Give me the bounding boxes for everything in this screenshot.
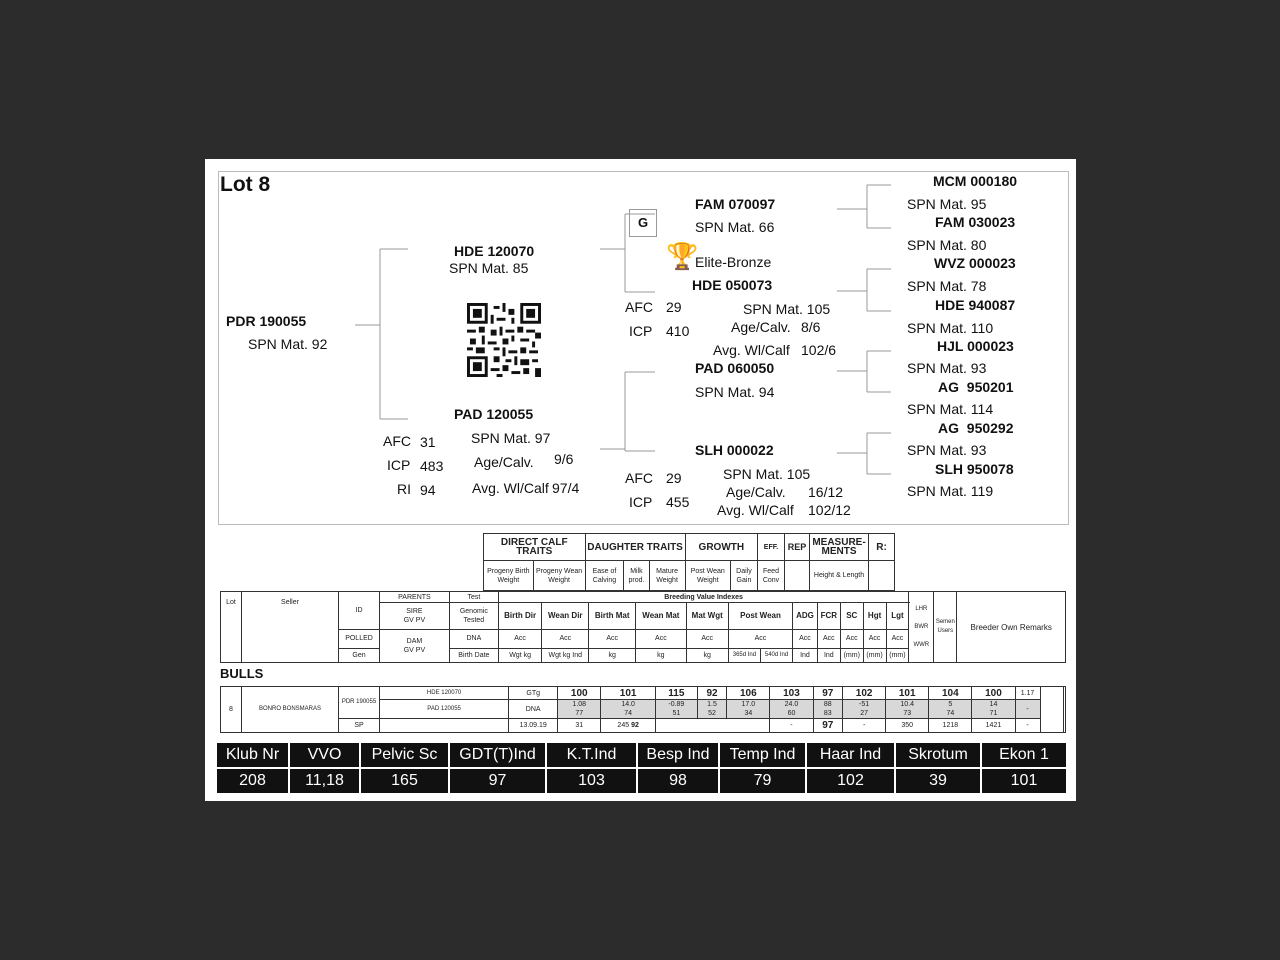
ancestor-id: AG 950292: [938, 420, 1014, 436]
unit-cell: 540d Ind: [760, 648, 792, 662]
row-dam: PAD 120055: [380, 700, 509, 719]
acc-cell: Acc: [542, 629, 589, 648]
unit-cell: Ind: [793, 648, 818, 662]
sub-mature-weight: Mature Weight: [649, 561, 685, 591]
trait-column-header: [220, 591, 1066, 663]
row-l3: -: [770, 719, 813, 733]
row-sire: HDE 120070: [380, 687, 509, 700]
hdr-semen-users: Semen Users: [934, 592, 957, 663]
acc-cell: Acc: [817, 629, 840, 648]
sub-milk: Milk prod.: [624, 561, 649, 591]
ancestor-spn: SPN Mat. 93: [907, 442, 987, 458]
dd-avgwl-value: 102/12: [808, 502, 851, 518]
footer-value: 97: [450, 769, 547, 793]
sd-afc-label: AFC: [625, 299, 653, 315]
hdr-birth-date: Birth Date: [449, 648, 498, 662]
row-id: PDR 190055: [339, 687, 380, 719]
row-l2: [843, 700, 886, 719]
row-remarks: [1063, 687, 1066, 733]
unit-cell: Wgt kg: [498, 648, 542, 662]
hdr-dam-label: DAM: [406, 637, 423, 645]
group-measurements: MEASURE-MENTS: [810, 534, 869, 561]
hdr-sire-gv: GV: [403, 616, 414, 624]
row-l1: 92: [697, 687, 727, 700]
row-seller: BONRO BONSMARAS: [242, 687, 339, 733]
sd-icp-value: 410: [666, 323, 690, 339]
row-l3: 31: [558, 719, 601, 733]
sd-award: Elite-Bronze: [695, 254, 772, 270]
table-row: [220, 686, 1066, 733]
hdr-wean-dir: Wean Dir: [542, 603, 589, 629]
row-l1: 100: [972, 687, 1015, 700]
dam-id: PAD 120055: [454, 406, 534, 422]
ancestor-spn: SPN Mat. 114: [907, 401, 994, 417]
row-l2-acc: 27: [860, 710, 869, 717]
dd-avgwl-label: Avg. Wl/Calf: [717, 502, 794, 518]
acc-cell: Acc: [686, 629, 728, 648]
acc-cell: Acc: [498, 629, 542, 648]
dam-agecalv-value: 9/6: [554, 451, 574, 467]
unit-cell: [542, 648, 589, 662]
dam-icp-value: 483: [420, 458, 444, 474]
unit-cell: kg: [686, 648, 728, 662]
row-l2: [601, 700, 656, 719]
row-l3: -: [1015, 719, 1040, 733]
sd-spn: SPN Mat. 105: [743, 301, 831, 317]
sd-agecalv-label: Age/Calv.: [731, 319, 791, 335]
animal-spn: SPN Mat. 92: [248, 336, 328, 352]
dam-ri-value: 94: [420, 482, 436, 498]
row-l2: [697, 700, 727, 719]
sd-avgwl-label: Avg. Wl/Calf: [713, 342, 790, 358]
row-l3: [601, 719, 656, 733]
ancestor-spn: SPN Mat. 95: [907, 196, 987, 212]
row-l3: 1421: [972, 719, 1015, 733]
footer-header: K.T.Ind: [547, 743, 638, 767]
sub-feed-conv: Feed Conv: [758, 561, 785, 591]
ancestor-spn: SPN Mat. 93: [907, 360, 987, 376]
ancestor-id: MCM 000180: [933, 173, 1018, 189]
row-l2-acc: 74: [624, 710, 633, 717]
unit-cell: (mm): [886, 648, 909, 662]
row-lot: 8: [221, 687, 242, 733]
sub-r-empty: [869, 561, 895, 591]
row-l3: 1218: [929, 719, 972, 733]
footer-value: 79: [720, 769, 807, 793]
hdr-polled: POLLED: [339, 629, 380, 648]
footer-header: Klub Nr: [217, 743, 290, 767]
footer-header: Haar Ind: [807, 743, 896, 767]
hdr-birth-mat: Birth Mat: [589, 603, 636, 629]
footer-header: Ekon 1: [982, 743, 1066, 767]
ancestor-spn: SPN Mat. 110: [907, 320, 994, 336]
sd-id: HDE 050073: [692, 277, 773, 293]
row-l2-value: -51: [859, 701, 870, 708]
dd-agecalv-value: 16/12: [808, 484, 844, 500]
row-l2-acc: 60: [787, 710, 796, 717]
dam-afc-label: AFC: [383, 433, 411, 449]
row-l2-value: 14: [989, 701, 998, 708]
hdr-test: Test: [449, 592, 498, 603]
hdr-mat-wgt: Mat Wgt: [686, 603, 728, 629]
ss-id: FAM 070097: [695, 196, 776, 212]
sub-progeny-wean: Progeny Wean Weight: [533, 561, 585, 591]
ancestor-spn: SPN Mat. 119: [907, 483, 994, 499]
hdr-wwr: WWR: [913, 641, 930, 648]
ds-spn: SPN Mat. 94: [695, 384, 775, 400]
trait-group-header: [483, 533, 895, 591]
row-l2-acc: 77: [575, 710, 584, 717]
dd-afc-label: AFC: [625, 470, 653, 486]
hdr-bvi: Breeding Value Indexes: [498, 592, 908, 603]
hdr-remarks: Breeder Own Remarks: [957, 592, 1066, 663]
group-rep: REP: [785, 534, 810, 561]
unit-cell: (mm): [840, 648, 863, 662]
row-l2-value: 5: [948, 701, 953, 708]
sub-height-length: Height & Length: [810, 561, 869, 591]
row-dna: DNA: [509, 700, 558, 719]
row-l2: -: [1015, 700, 1040, 719]
hdr-dam-pv: PV: [415, 646, 426, 654]
group-r: R:: [869, 534, 895, 561]
row-l1: 101: [601, 687, 656, 700]
qr-code-icon: [467, 303, 541, 377]
ancestor-id: AG 950201: [938, 379, 1014, 395]
sire-id: HDE 120070: [454, 243, 535, 259]
dam-ri-label: RI: [397, 481, 411, 497]
hdr-bwr: BWR: [914, 623, 929, 630]
ancestor-id: HDE 940087: [935, 297, 1016, 313]
row-l2-value: 88: [823, 701, 832, 708]
row-l1: 100: [558, 687, 601, 700]
row-l2-value: -0.89: [668, 701, 685, 708]
row-l2-acc: 74: [946, 710, 955, 717]
ancestor-id: SLH 950078: [935, 461, 1014, 477]
footer-value: 101: [982, 769, 1066, 793]
dd-afc-value: 29: [666, 470, 682, 486]
acc-cell: Acc: [728, 629, 792, 648]
row-l1: 104: [929, 687, 972, 700]
row-l1: 101: [886, 687, 929, 700]
hdr-lot: Lot: [221, 592, 242, 663]
dam-avgwl-value: 97/4: [552, 480, 580, 496]
dam-avgwl-label: Avg. Wl/Calf: [472, 480, 549, 496]
acc-cell: Acc: [840, 629, 863, 648]
footer-header: GDT(T)Ind: [450, 743, 547, 767]
row-l2: [886, 700, 929, 719]
sub-rep-empty: [785, 561, 810, 591]
footer-value: 165: [361, 769, 450, 793]
sire-spn: SPN Mat. 85: [449, 260, 529, 276]
row-gen: SP: [339, 719, 380, 733]
footer-value: 208: [217, 769, 290, 793]
ancestor-id: HJL 000023: [937, 338, 1014, 354]
hdr-adg: ADG: [793, 603, 818, 629]
animal-id: PDR 190055: [226, 313, 307, 329]
hdr-lhr: LHR: [915, 605, 928, 612]
hdr-dam: [380, 629, 450, 662]
dd-icp-label: ICP: [629, 494, 653, 510]
hdr-sire-pv: PV: [415, 616, 426, 624]
sd-avgwl-value: 102/6: [801, 342, 837, 358]
footer-value: 39: [896, 769, 982, 793]
row-l1: 103: [770, 687, 813, 700]
lot-title: Lot 8: [220, 173, 271, 196]
row-dam-gv: [380, 719, 509, 733]
acc-cell: Acc: [636, 629, 686, 648]
row-l2-acc: 34: [744, 710, 753, 717]
pedigree-card: [205, 159, 1076, 801]
row-l1: 115: [655, 687, 697, 700]
hdr-seller: Seller: [242, 592, 339, 663]
row-l3: -: [843, 719, 886, 733]
footer-header: Skrotum: [896, 743, 982, 767]
row-l2-value: 14.0: [621, 701, 635, 708]
sd-afc-value: 29: [666, 299, 682, 315]
row-l2-acc: 83: [823, 710, 832, 717]
row-l2-value: 1.08: [572, 701, 587, 708]
summary-footer: [217, 743, 1066, 793]
sub-post-wean: Post Wean Weight: [685, 561, 730, 591]
group-eff: EFF.: [758, 534, 785, 561]
row-l2: [929, 700, 972, 719]
sub-daily-gain: Daily Gain: [730, 561, 757, 591]
row-l3-value: 245: [617, 722, 630, 729]
group-direct-calf: DIRECT CALF TRAITS: [484, 534, 586, 561]
unit-cell: (mm): [863, 648, 886, 662]
row-l2-acc: 52: [708, 710, 716, 717]
group-daughter: DAUGHTER TRAITS: [585, 534, 685, 561]
unit-cell: Ind: [817, 648, 840, 662]
sd-icp-label: ICP: [629, 323, 653, 339]
sub-progeny-birth: Progeny Birth Weight: [484, 561, 534, 591]
row-l2: [770, 700, 813, 719]
row-l2-value: 17.0: [741, 701, 756, 708]
row-l2: [655, 700, 697, 719]
dam-agecalv-label: Age/Calv.: [474, 454, 534, 470]
dam-icp-label: ICP: [387, 457, 411, 473]
row-l3: 350: [886, 719, 929, 733]
row-l3: 97: [813, 719, 843, 733]
ds-id: PAD 060050: [695, 360, 775, 376]
hdr-sire: [380, 603, 450, 629]
hdr-sc: SC: [840, 603, 863, 629]
hdr-extra: [909, 592, 934, 663]
breed-logo-icon: G: [629, 209, 657, 237]
unit-cell: kg: [589, 648, 636, 662]
hdr-parents: PARENTS: [380, 592, 450, 603]
ancestor-id: FAM 030023: [935, 214, 1016, 230]
hdr-hgt: Hgt: [863, 603, 886, 629]
footer-value: 11,18: [290, 769, 361, 793]
footer-value: 103: [547, 769, 638, 793]
footer-value: 102: [807, 769, 896, 793]
sd-agecalv-value: 8/6: [801, 319, 821, 335]
footer-header: Pelvic Sc: [361, 743, 450, 767]
hdr-birth-dir: Birth Dir: [498, 603, 542, 629]
dd-icp-value: 455: [666, 494, 690, 510]
hdr-fcr: FCR: [817, 603, 840, 629]
hdr-post-wean: Post Wean: [728, 603, 792, 629]
hdr-sire-label: SIRE: [406, 607, 423, 615]
hdr-gen: Gen: [339, 648, 380, 662]
row-semen: [1040, 687, 1063, 733]
row-l2-value: 1.5: [707, 701, 717, 708]
row-l3-value: 92: [631, 722, 639, 729]
row-l2-acc: 51: [672, 710, 681, 717]
row-l1: 106: [727, 687, 770, 700]
ancestor-id: WVZ 000023: [934, 255, 1016, 271]
unit-cell: kg: [636, 648, 686, 662]
hdr-dna: DNA: [449, 629, 498, 648]
unit-cell: 365d Ind: [728, 648, 760, 662]
row-l2-acc: 73: [903, 710, 912, 717]
row-l2-value: 10.4: [900, 701, 915, 708]
row-l2: [813, 700, 843, 719]
row-l2: [972, 700, 1015, 719]
hdr-genomic: Genomic Tested: [449, 603, 498, 629]
row-l1: 1.17: [1015, 687, 1040, 700]
row-birth-date: 13.09.19: [509, 719, 558, 733]
unit-label: Ind: [572, 651, 583, 659]
acc-cell: Acc: [863, 629, 886, 648]
dd-id: SLH 000022: [695, 442, 774, 458]
hdr-lgt: Lgt: [886, 603, 909, 629]
row-l2-acc: 71: [989, 710, 998, 717]
row-test: GTg: [509, 687, 558, 700]
row-l1: 102: [843, 687, 886, 700]
ss-spn: SPN Mat. 66: [695, 219, 775, 235]
footer-header: VVO: [290, 743, 361, 767]
hdr-dam-gv: GV: [403, 646, 414, 654]
dam-afc-value: 31: [420, 434, 436, 450]
acc-cell: Acc: [589, 629, 636, 648]
sub-ease-calving: Ease of Calving: [585, 561, 624, 591]
ancestor-spn: SPN Mat. 78: [907, 278, 987, 294]
row-l2-value: 24.0: [784, 701, 799, 708]
group-growth: GROWTH: [685, 534, 757, 561]
bulls-label: BULLS: [220, 666, 264, 681]
row-l1: 97: [813, 687, 843, 700]
dd-agecalv-label: Age/Calv.: [726, 484, 786, 500]
trophy-icon: 🏆: [666, 241, 699, 271]
hdr-id: ID: [339, 592, 380, 630]
ancestor-spn: SPN Mat. 80: [907, 237, 987, 253]
row-l2: [727, 700, 770, 719]
footer-value: 98: [638, 769, 720, 793]
footer-header: Temp Ind: [720, 743, 807, 767]
hdr-wean-mat: Wean Mat: [636, 603, 686, 629]
row-l2: [558, 700, 601, 719]
dd-spn: SPN Mat. 105: [723, 466, 811, 482]
acc-cell: Acc: [886, 629, 909, 648]
row-l3: [655, 719, 769, 733]
footer-header: Besp Ind: [638, 743, 720, 767]
unit-label: Wgt kg: [548, 651, 571, 659]
dam-spn: SPN Mat. 97: [471, 430, 551, 446]
acc-cell: Acc: [793, 629, 818, 648]
